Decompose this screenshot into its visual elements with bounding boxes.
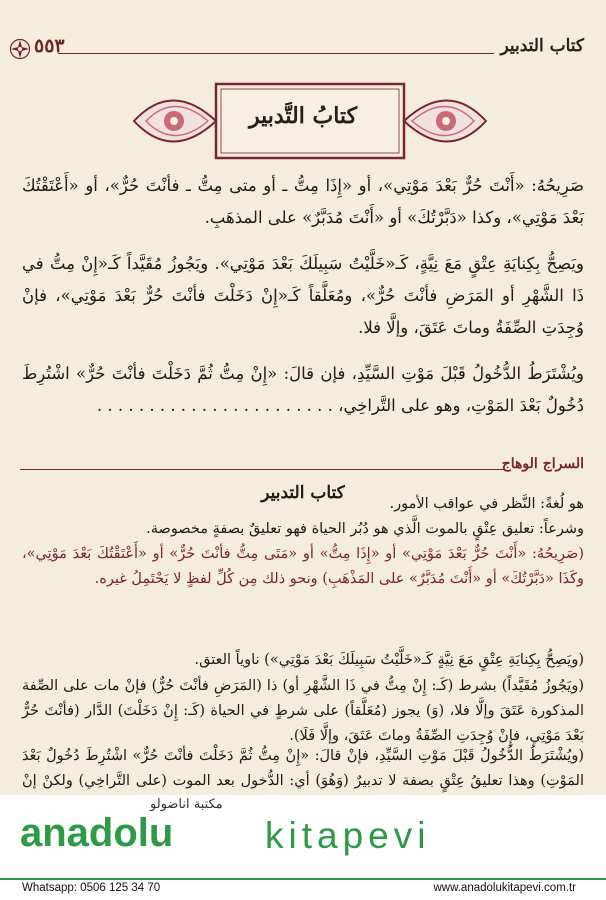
commentary-paragraph-1: هو لُغةً: النَّظر في عواقب الأمور.	[389, 496, 584, 512]
watermark-logo	[0, 795, 606, 900]
watermark-arabic: مكتبة اناضولو	[150, 797, 223, 812]
separator-label: السراج الوهاج	[501, 456, 584, 472]
commentary-paragraph-3: (صَرِيحُهُ: «أَنْتَ حُرٌّ بَعْدَ مَوْتِي» أو «إِذَا مِتُّ» أو «مَتَى مِتُّ فأنْتَ حُرٌّ» أو «أَعْتَقْتُكَ بَعْدَ مَوْتِي»، وكَذَا «دَبَّرْتُكَ» أو «أَنْتَ مُدَبَّرٌ» على المَذْهَبِ) ونحو ذلك مِن كُلِّ لفظٍ لا يَحْتَمِلُ غيره.	[22, 546, 584, 587]
page-number: ٥٥٣	[34, 35, 65, 57]
watermark-brand-right: kitapevi	[265, 815, 431, 856]
separator-rule	[20, 469, 504, 470]
watermark-brand-left: anadolu	[20, 811, 174, 855]
running-header	[0, 0, 606, 66]
rosette-icon	[9, 38, 31, 60]
watermark-website: www.anadolukitapevi.com.tr	[433, 882, 576, 894]
commentary-paragraph-6: (ويُشْتَرَطُ الدُّخُولُ قَبْلَ مَوْتِ السَّيِّدِ، فإنْ قالَ: «إِنْ مِتُّ ثُمَّ دَخَلْتَ فأنْتَ حُرٌّ» اشْتُرِطَ دُخُولٌ بَعْدَ المَوْتِ) وهذا تعليقُ عِتْقٍ بصفة لا تدبيرٌ (وَهُوَ) أي: الدُّخول بعد الموت (على التَّراخِي) ولكنْ إنْ	[22, 748, 584, 789]
chapter-title: كتابُ التَّدبير	[248, 103, 358, 129]
commentary-paragraph-5: (ويَجُوزُ مُقَيَّداً) بشرط (كَـ: إِنْ مِتُّ في ذَا الشَّهْرِ أو) ذا (المَرَضِ فأنْتَ حُرٌّ) فإنْ مات على الصِّفة المذكورة عَتَقَ وإلَّا فلا، (وَ) يجوز (مُعَلَّقاً) على شرطٍ في الحياة (كَـ: إِنْ دَخَلْتَ) الدَّار (فأنْتَ حُرٌّ بَعْدَ مَوْتِي، فإِنْ وُجِدَتِ الصِّفَةُ وماتَ عَتَقَ، وإلَّا فَلَا).	[22, 678, 584, 744]
header-rule	[58, 53, 494, 54]
watermark-phone: Whatsapp: 0506 125 34 70	[22, 882, 161, 894]
matn-paragraph-3: ويُشْتَرَطُ الدُّخُولُ قَبْلَ مَوْتِ السَّيِّدِ، فإن قالَ: «إِنْ مِتُّ ثُمَّ دَخَلْتَ فأنْتَ حُرٌّ» اشْتُرِطَ دُخُولٌ بَعْدَ المَوْتِ، وهو على التَّراخِي، . . . . . . . . . . . . . . . . . . . . . . .	[22, 364, 584, 415]
section-title: كتاب التدبير	[261, 483, 345, 503]
matn-paragraph-1: صَرِيحُهُ: «أَنْتَ حُرٌّ بَعْدَ مَوْتِي»، أو «إِذَا مِتُّ ـ أو متى مِتُّ ـ فأنْتَ حُرٌّ»، أو «أَعْتَقْتُكَ بَعْدَ مَوْتِي»، وكذا «دَبَّرْتُكَ» أو «أَنْتَ مُدَبَّرٌ» على المذهَبِ.	[22, 176, 584, 227]
header-title: كتاب التدبير	[500, 36, 584, 56]
watermark-bar	[0, 878, 606, 880]
matn-paragraph-2: ويَصِحُّ بِكِنايَةِ عِتْقٍ مَعَ نِيَّةٍ، كَـ«خَلَّيْتُ سَبِيلَكَ بَعْدَ مَوْتِي». ويَجُوزُ مُقَيَّداً كَـ«إِنْ مِتُّ في ذَا الشَّهْرِ أو المَرَضِ فأنْتَ حُرٌّ»، ومُعَلَّقاً كَـ«إِنْ دَخَلْتَ فأنْتَ حُرٌّ بَعْدَ مَوْتِي»، فإنْ وُجِدَتِ الصِّفَةُ وماتَ عَتَقَ، وإلَّا فلا.	[22, 254, 584, 337]
commentary-paragraph-4: (ويَصِحُّ بِكِنايَةِ عِتْقٍ مَعَ نِيَّةٍ كَـ«خَلَّيْتُ سَبِيلَكَ بَعْدَ مَوْتِي») ناوياً العتق.	[194, 652, 584, 668]
commentary-paragraph-2: وشرعاً: تعليق عِتْقٍ بالموت الَّذي هو دُبُر الحياة فهو تعليقٌ بصفةٍ مخصوصة.	[146, 521, 584, 537]
